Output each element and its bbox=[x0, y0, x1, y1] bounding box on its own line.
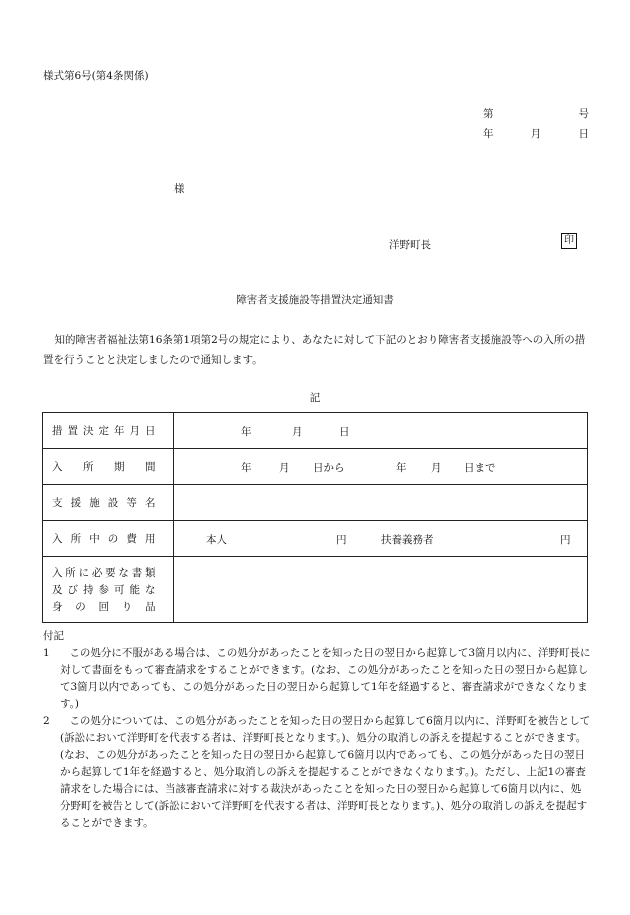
table-row bbox=[43, 449, 588, 485]
table-row bbox=[43, 413, 588, 449]
label-char: な bbox=[118, 567, 130, 579]
label-char: 年 bbox=[114, 425, 125, 437]
row2-year-from: 年 bbox=[241, 462, 252, 474]
label-char: 中 bbox=[89, 533, 101, 545]
row5-label-line bbox=[52, 599, 156, 614]
label-char: 施 bbox=[89, 497, 101, 509]
label-char: 入 bbox=[52, 567, 63, 579]
label-char: 間 bbox=[145, 461, 156, 473]
label-char: 措 bbox=[52, 425, 63, 437]
label-char: 身 bbox=[52, 601, 63, 613]
note-number: 1 bbox=[43, 647, 50, 659]
row4-self: 本人 bbox=[206, 534, 227, 546]
label-char: 参 bbox=[98, 584, 110, 596]
label-char: 費 bbox=[126, 533, 138, 545]
label-char: 入 bbox=[52, 461, 63, 473]
label-char: び bbox=[67, 584, 79, 596]
label-char: 定 bbox=[98, 425, 110, 437]
table-row bbox=[43, 521, 588, 557]
label-char: の bbox=[107, 533, 119, 545]
row3-label bbox=[52, 495, 156, 510]
label-cell bbox=[43, 449, 174, 485]
measure-table bbox=[42, 412, 588, 623]
document-title: 障害者支援施設等措置決定通知書 bbox=[236, 294, 394, 306]
label-char: 置 bbox=[67, 425, 79, 437]
table-row bbox=[43, 557, 588, 623]
label-char: 決 bbox=[83, 425, 94, 437]
row1-label bbox=[52, 423, 156, 438]
date-month: 月 bbox=[530, 128, 542, 140]
label-char: 及 bbox=[52, 584, 63, 596]
row4-guardian: 扶養義務者 bbox=[381, 534, 434, 546]
note-text: この処分に不服がある場合は、この処分があったことを知った日の翌日から起算して3箇月以内に、洋野町長に対して書面をもって審査請求をすることができます。(なお、この処分があったことを知った日の翌日から起算して3箇月以内であっても、この処分があった日の翌日から起算して1年を経過すると、審査請求ができなくなります。) bbox=[60, 647, 591, 710]
note-item bbox=[43, 645, 591, 713]
label-char: 要 bbox=[105, 567, 117, 579]
row5-label-line bbox=[52, 582, 156, 597]
row2-month-from: 月 bbox=[279, 462, 290, 474]
label-char: に bbox=[78, 567, 90, 579]
table-row bbox=[43, 485, 588, 521]
label-char: 日 bbox=[145, 425, 156, 437]
note-item bbox=[43, 713, 591, 832]
label-char: 回 bbox=[98, 601, 110, 613]
label-char: 所 bbox=[65, 567, 77, 579]
label-char: 期 bbox=[114, 461, 125, 473]
label-char: 名 bbox=[144, 497, 156, 509]
label-char: な bbox=[145, 584, 156, 596]
value-cell bbox=[174, 485, 588, 521]
row2-label bbox=[52, 459, 156, 474]
note-text: この処分については、この処分があったことを知った日の翌日から起算して6箇月以内に、洋野町を被告として(訴訟において洋野町を代表する者は、洋野町長となります。)、処分の取消しの訴えを提起することができます。(なお、この処分があったことを知った日の翌日から起算して6箇月以内であっても、この処分があった日の翌日から起算して1年を経過すると、処分取消しの訴えを提起することができなくなります。)。ただし、上記1の審査請求をした場合には、当該審査請求に対する裁決があったことを知った日の翌日から起算して6箇月以内に、処分野町を被告として(訴訟において洋野町を代表する者は、洋野町長となります。)、処分の取消しの訴えを提起することができます。 bbox=[60, 715, 591, 829]
label-cell bbox=[43, 485, 174, 521]
value-cell bbox=[174, 557, 588, 623]
label-char: 援 bbox=[70, 497, 82, 509]
label-char: 用 bbox=[144, 533, 156, 545]
label-char: り bbox=[121, 601, 133, 613]
note-number: 2 bbox=[43, 715, 50, 727]
value-cell bbox=[174, 449, 588, 485]
form-number: 様式第6号(第4条関係) bbox=[43, 70, 149, 82]
row4-yen-2: 円 bbox=[560, 534, 571, 546]
ki-heading: 記 bbox=[309, 392, 321, 404]
row1-year: 年 bbox=[241, 426, 252, 438]
label-char: 入 bbox=[52, 533, 63, 545]
row2-day-to: 日まで bbox=[464, 462, 496, 474]
row1-day: 日 bbox=[339, 426, 350, 438]
seal-stamp: 印 bbox=[561, 233, 577, 249]
date-year: 年 bbox=[483, 128, 494, 140]
label-char: 等 bbox=[126, 497, 138, 509]
issuer: 洋野町長 bbox=[389, 239, 431, 251]
label-char: 設 bbox=[107, 497, 119, 509]
row2-year-to: 年 bbox=[396, 462, 407, 474]
addressee: 様 bbox=[174, 183, 185, 195]
doc-number-dai: 第 bbox=[483, 108, 494, 120]
label-char: 月 bbox=[129, 425, 141, 437]
row5-label-line bbox=[52, 565, 156, 580]
label-char: 持 bbox=[83, 584, 94, 596]
label-char: 所 bbox=[70, 533, 82, 545]
row2-day-from: 日から bbox=[313, 462, 345, 474]
label-cell bbox=[43, 557, 174, 623]
row1-month: 月 bbox=[292, 426, 303, 438]
label-char: 支 bbox=[52, 497, 63, 509]
body-paragraph: 知的障害者福祉法第16条第1項第2号の規定により、あなたに対して下記のとおり障害者支援施設等への入所の措置を行うことと決定しましたので通知します。 bbox=[43, 334, 586, 366]
doc-number-go: 号 bbox=[578, 108, 589, 120]
label-char: の bbox=[75, 601, 87, 613]
row4-label bbox=[52, 531, 156, 546]
value-cell bbox=[174, 413, 588, 449]
label-char: 能 bbox=[129, 584, 141, 596]
label-char: 類 bbox=[144, 567, 156, 579]
label-char: 所 bbox=[83, 461, 94, 473]
row4-yen-1: 円 bbox=[336, 534, 347, 546]
label-char: 書 bbox=[131, 567, 143, 579]
date-day: 日 bbox=[578, 128, 589, 140]
label-char: 品 bbox=[145, 601, 156, 613]
label-char: 必 bbox=[91, 567, 103, 579]
label-cell bbox=[43, 521, 174, 557]
label-char: 可 bbox=[114, 584, 125, 596]
document-number-block bbox=[483, 106, 589, 141]
value-cell bbox=[174, 521, 588, 557]
row5-label bbox=[52, 557, 173, 622]
notes-heading: 付記 bbox=[43, 630, 64, 642]
row2-month-to: 月 bbox=[431, 462, 442, 474]
label-cell bbox=[43, 413, 174, 449]
